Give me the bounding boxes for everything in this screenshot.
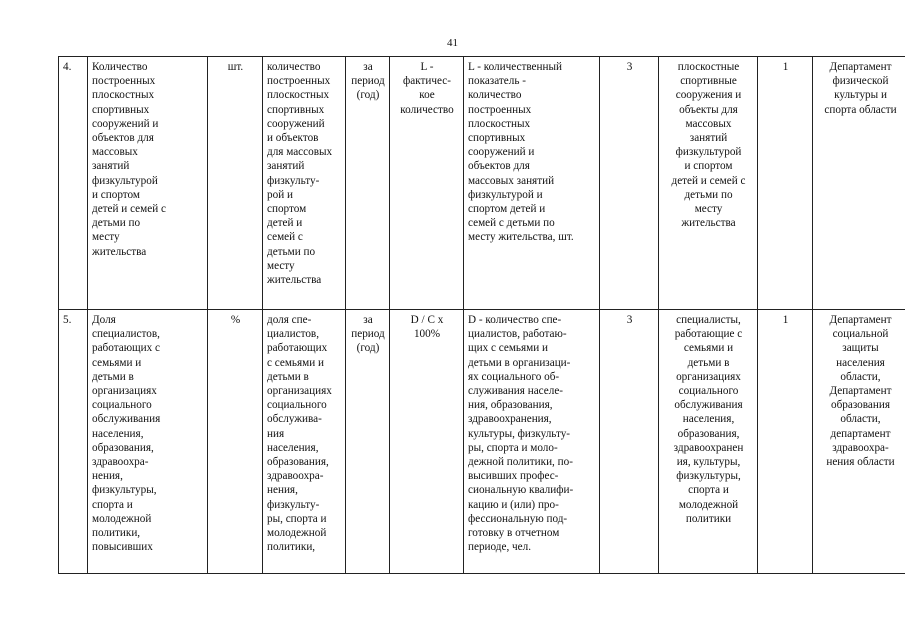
table-row bbox=[59, 57, 905, 310]
unit-of-measure: шт. bbox=[208, 57, 263, 310]
time-period: за период (год) bbox=[346, 57, 390, 310]
indicator-name: Количество построенных плоскостных спортивных сооружений и объектов для массовых занятий физкультурой и спортом детей и семей с детьми по месту жительства bbox=[88, 57, 208, 310]
row-number: 5. bbox=[59, 310, 88, 574]
basic-indicators: D - количество спе- циалистов, работаю- щих с семьями и детьми в организаци- ях социального об- служивания населе- ния, образования, здравоохранения, культуры, физкульту- ры, спорта и моло- дежной политики, по- высивших профес- сиональную квалифи- кацию и (или) про- фессиональную под- готовку в отчетном периоде, чел. bbox=[464, 310, 600, 574]
frequency: 1 bbox=[758, 57, 813, 310]
frequency: 1 bbox=[758, 310, 813, 574]
calculation-formula: L - фактичес- кое количество bbox=[390, 57, 464, 310]
collection-method: 3 bbox=[600, 57, 659, 310]
row-number: 4. bbox=[59, 57, 88, 310]
responsible-body: Департамент социальной защиты населения области, Департамент образования области, департамент здравоохра- нения области bbox=[813, 310, 905, 574]
indicator-definition: доля спе- циалистов, работающих с семьями и детьми в организациях социального обслужива- ния населения, образования, здравоохра- нения, физкульту- ры, спорта и молодежной политики, bbox=[263, 310, 346, 574]
table-row bbox=[59, 310, 905, 574]
indicator-name: Доля специалистов, работающих с семьями и детьми в организациях социального обслуживания населения, образования, здравоохра- нения, физкультуры, спорта и молодежной политики, повысивших bbox=[88, 310, 208, 574]
observation-population: специалисты, работающие с семьями и детьми в организациях социального обслуживания населения, образования, здравоохранен ия, культуры, физкультуры, спорта и молодежной политики bbox=[659, 310, 758, 574]
unit-of-measure: % bbox=[208, 310, 263, 574]
collection-method: 3 bbox=[600, 310, 659, 574]
responsible-body: Департамент физической культуры и спорта области bbox=[813, 57, 905, 310]
indicator-definition: количество построенных плоскостных спортивных сооружений и объектов для массовых занятий физкульту- рой и спортом детей и семей с детьми по месту жительства bbox=[263, 57, 346, 310]
basic-indicators: L - количественный показатель - количество построенных плоскостных спортивных сооружений и объектов для массовых занятий физкультурой и спортом детей и семей с детьми по месту жительства, шт. bbox=[464, 57, 600, 310]
indicators-table bbox=[58, 56, 905, 574]
calculation-formula: D / C x 100% bbox=[390, 310, 464, 574]
observation-population: плоскостные спортивные сооружения и объекты для массовых занятий физкультурой и спортом детей и семей с детьми по месту жительства bbox=[659, 57, 758, 310]
page-number: 41 bbox=[447, 37, 458, 49]
time-period: за период (год) bbox=[346, 310, 390, 574]
